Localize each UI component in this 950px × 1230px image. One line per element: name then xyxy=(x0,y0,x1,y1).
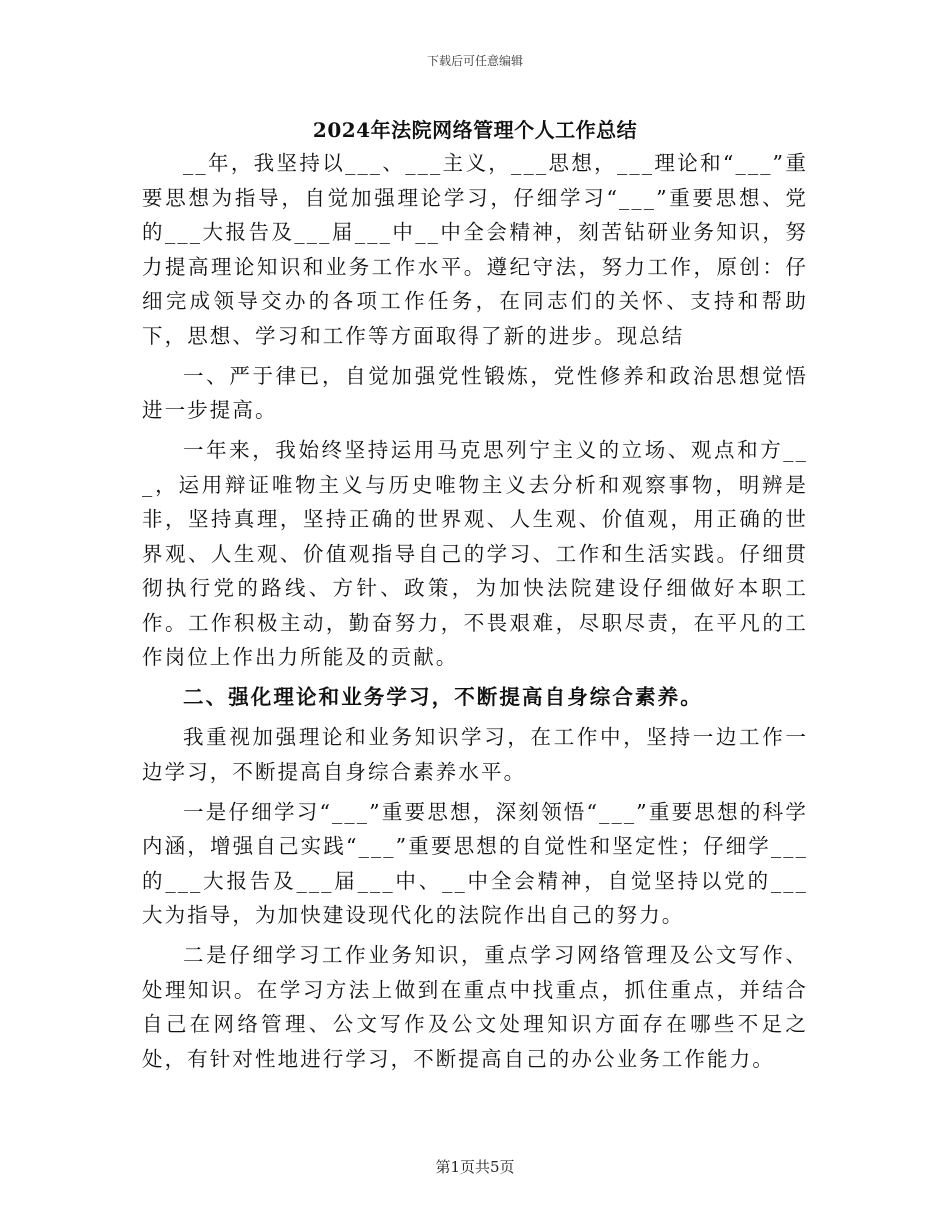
section-heading-1: 一、严于律已，自觉加强党性锻炼，党性修养和政治思想觉悟进一步提高。 xyxy=(142,363,808,422)
page-number: 第1页共5页 xyxy=(435,1158,515,1176)
document-title: 2024年法院网络管理个人工作总结 xyxy=(312,118,638,142)
paragraph-section-2-intro: 我重视加强理论和业务知识学习，在工作中，坚持一边工作一边学习，不断提高自身综合素养水平。 xyxy=(142,725,808,784)
paragraph-point-1: 一是仔细学习“___”重要思想，深刻领悟“___”重要思想的科学内涵，增强自己实践“___”重要思想的自觉性和坚定性；仔细学___的___大报告及___届___中、__中全会精神，自觉坚持以党的___大为指导，为加快建设现代化的法院作出自己的努力。 xyxy=(142,799,808,927)
header-note: 下载后可任意编辑 xyxy=(426,54,523,68)
section-heading-2: 二、强化理论和业务学习，不断提高自身综合素养。 xyxy=(183,685,703,709)
document-body xyxy=(142,146,808,1082)
paragraph-point-2: 二是仔细学习工作业务知识，重点学习网络管理及公文写作、处理知识。在学习方法上做到在重点中找重点，抓住重点，并结合自己在网络管理、公文写作及公文处理知识方面存在哪些不足之处，有针对性地进行学习，不断提高自己的办公业务工作能力。 xyxy=(142,943,808,1071)
paragraph-intro: __年，我坚持以___、___主义，___思想，___理论和“___”重要思想为指导，自觉加强理论学习，仔细学习“___”重要思想、党的___大报告及___届___中__中全会精神，刻苦钻研业务知识，努力提高理论知识和业务工作水平。遵纪守法，努力工作，原创：仔细完成领导交办的各项工作任务，在同志们的关怀、支持和帮助下，思想、学习和工作等方面取得了新的进步。现总结 xyxy=(142,151,808,348)
paragraph-section-1: 一年来，我始终坚持运用马克思列宁主义的立场、观点和方___，运用辩证唯物主义与历史唯物主义去分析和观察事物，明辨是非，坚持真理，坚持正确的世界观、人生观、价值观，用正确的世界观、人生观、价值观指导自己的学习、工作和生活实践。仔细贯彻执行党的路线、方针、政策，为加快法院建设仔细做好本职工作。工作积极主动，勤奋努力，不畏艰难，尽职尽责，在平凡的工作岗位上作出力所能及的贡献。 xyxy=(142,438,808,669)
